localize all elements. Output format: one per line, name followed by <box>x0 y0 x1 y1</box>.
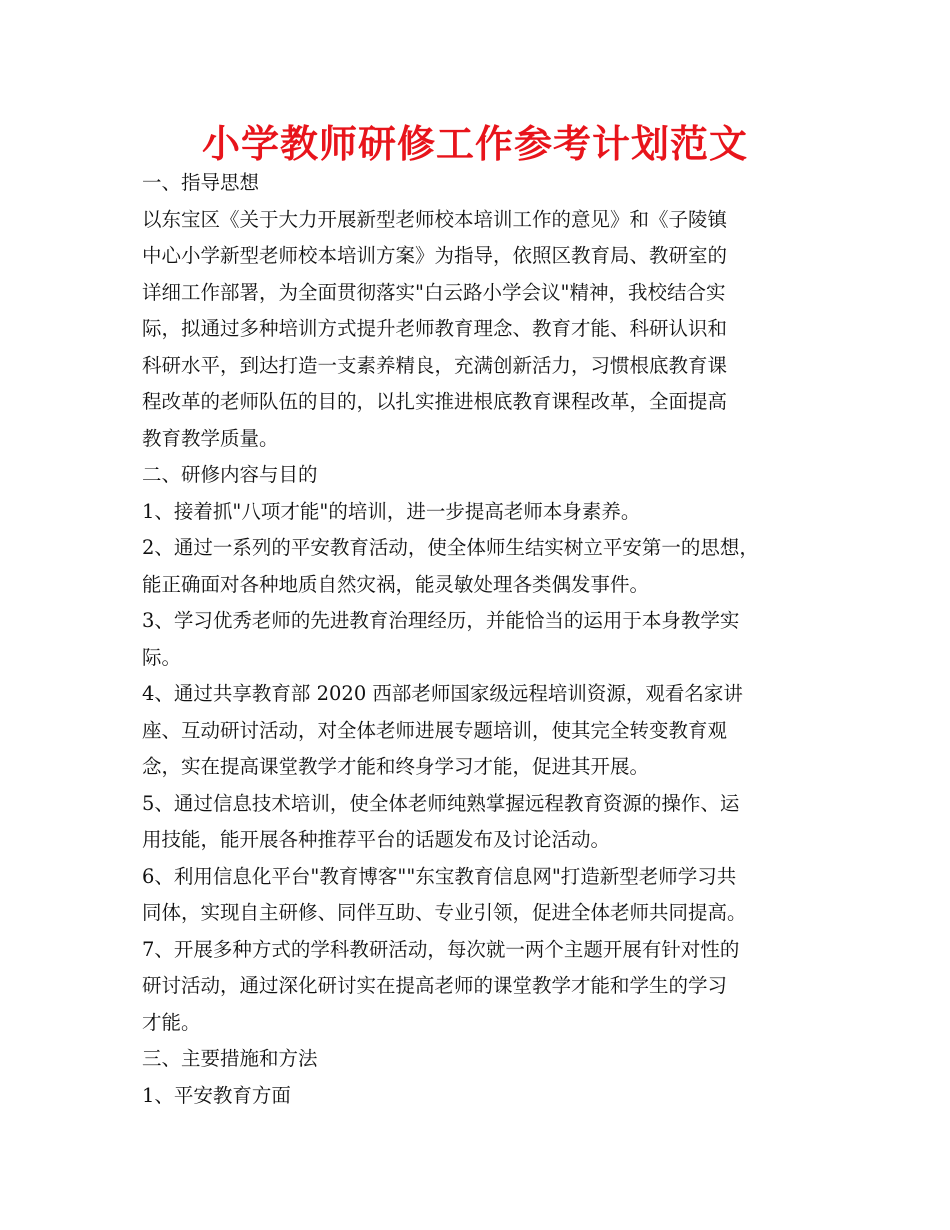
text-line: 以东宝区《关于大力开展新型老师校本培训工作的意见》和《子陵镇 <box>142 207 728 231</box>
text-line: 用技能，能开展各种推荐平台的话题发布及讨论活动。 <box>142 828 611 851</box>
text-line: 4、通过共享教育部 2020 西部老师国家级远程培训资源，观看名家讲 <box>142 682 743 705</box>
text-line: 念，实在提高课堂教学才能和终身学习才能，促进其开展。 <box>142 755 650 778</box>
text-line: 二、研修内容与目的 <box>142 463 318 486</box>
text-line: 研讨活动，通过深化研讨实在提高老师的课堂教学才能和学生的学习 <box>142 974 728 997</box>
text-line: 际。 <box>142 645 182 669</box>
text-line: 才能。 <box>142 1010 201 1034</box>
text-line: 际，拟通过多种培训方式提升老师教育理念、教育才能、科研认识和 <box>142 317 728 340</box>
text-line: 程改革的老师队伍的目的，以扎实推进根底教育课程改革，全面提高 <box>142 390 728 413</box>
text-line: 7、开展多种方式的学科教研活动，每次就一两个主题开展有针对性的 <box>142 937 740 961</box>
text-line: 能正确面对各种地质自然灾祸，能灵敏处理各类偶发事件。 <box>142 572 650 596</box>
text-line: 教育教学质量。 <box>142 426 279 450</box>
text-line: 1、接着抓"八项才能"的培训，进一步提高老师本身素养。 <box>142 499 641 523</box>
text-line: 同体，实现自主研修、同伴互助、专业引领，促进全体老师共同提高。 <box>142 901 747 924</box>
text-line: 科研水平，到达打造一支素养精良，充满创新活力，习惯根底教育课 <box>142 353 728 377</box>
text-line: 6、利用信息化平台"教育博客""东宝教育信息网"打造新型老师学习共 <box>142 864 737 888</box>
document-body <box>142 165 812 1114</box>
text-line: 2、通过一系列的平安教育活动，使全体师生结实树立平安第一的思想， <box>142 536 759 559</box>
text-line: 3、学习优秀老师的先进教育治理经历，并能恰当的运用于本身教学实 <box>142 609 740 632</box>
document-title: 小学教师研修工作参考计划范文 <box>201 122 748 166</box>
text-line: 三、主要措施和方法 <box>142 1047 318 1070</box>
text-line: 5、通过信息技术培训，使全体老师纯熟掌握远程教育资源的操作、运 <box>142 791 740 815</box>
text-line: 中心小学新型老师校本培训方案》为指导，依照区教育局、教研室的 <box>142 244 728 267</box>
text-line: 详细工作部署，为全面贯彻落实"白云路小学会议"精神，我校结合实 <box>142 280 726 304</box>
text-line: 一、指导思想 <box>142 171 260 194</box>
text-line: 座、互动研讨活动，对全体老师进展专题培训，使其完全转变教育观 <box>142 718 728 742</box>
text-line: 1、平安教育方面 <box>142 1083 291 1107</box>
